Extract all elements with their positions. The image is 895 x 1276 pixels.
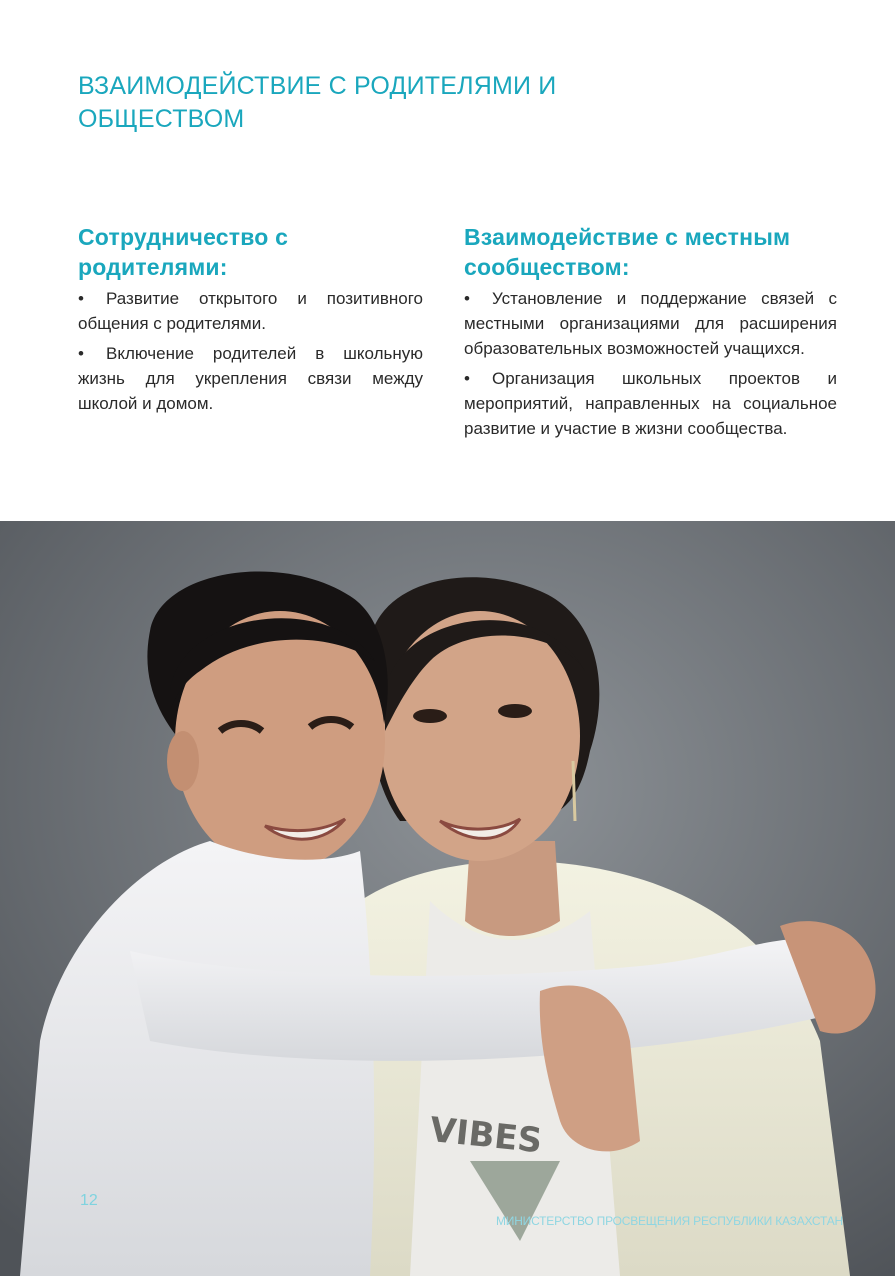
footer-organization: МИНИСТЕРСТВО ПРОСВЕЩЕНИЯ РЕСПУБЛИКИ КАЗАХСТАН bbox=[495, 1214, 843, 1228]
mother-son-photo bbox=[0, 521, 895, 1276]
list-item: • Организация школьных проектов и мероприятий, направленных на социальное развитие и участие в жизни сообщества. bbox=[464, 369, 837, 438]
page-title: ВЗАИМОДЕЙСТВИЕ С РОДИТЕЛЯМИ И ОБЩЕСТВОМ bbox=[78, 72, 557, 133]
community-interaction-heading: Взаимодействие с местным сообществом: bbox=[464, 224, 791, 280]
parents-cooperation-list bbox=[78, 286, 423, 416]
list-item: • Установление и поддержание связей с местными организациями для расширения образовательных возможностей учащихся. bbox=[464, 289, 837, 358]
page-number: 12 bbox=[80, 1192, 98, 1209]
community-interaction-section bbox=[464, 222, 837, 446]
list-item: • Развитие открытого и позитивного общения с родителями. bbox=[78, 289, 423, 333]
community-interaction-list bbox=[464, 286, 837, 441]
shirt-print: VIBES bbox=[427, 1109, 544, 1162]
parents-cooperation-heading: Сотрудничество с родителями: bbox=[78, 224, 289, 280]
parents-cooperation-section bbox=[78, 222, 423, 421]
list-item: • Включение родителей в школьную жизнь для укрепления связи между школой и домом. bbox=[78, 344, 423, 413]
